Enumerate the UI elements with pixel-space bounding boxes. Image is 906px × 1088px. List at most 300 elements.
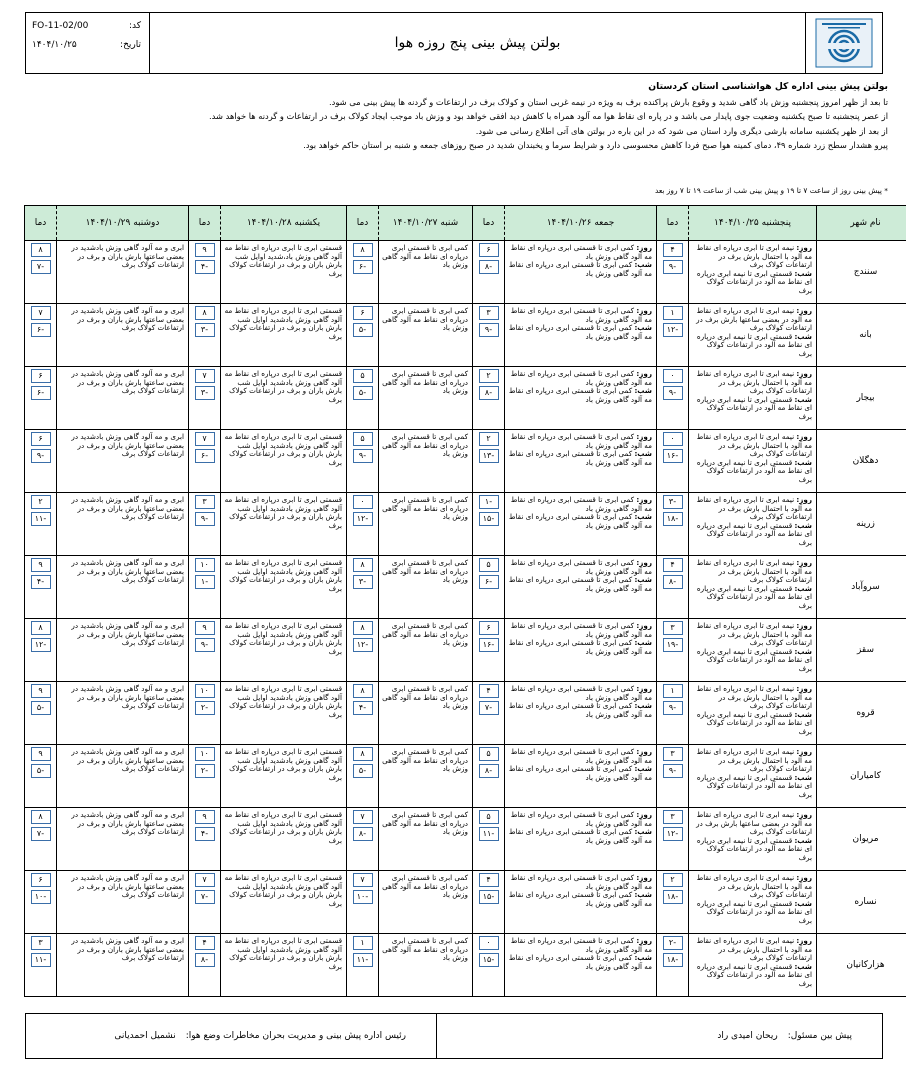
night-forecast: قسمتی ابری تا نیمه ابری درپاره ای نقاط مه آلود در ارتفاعات کولاک برف <box>696 457 812 484</box>
max-temperature: ۰ <box>479 936 499 950</box>
min-temperature: -۱۱ <box>31 512 51 526</box>
max-temperature: ۵ <box>479 747 499 761</box>
day-label: روز: <box>796 432 812 441</box>
min-temperature: -۷ <box>31 827 51 841</box>
day-label: روز: <box>796 747 812 756</box>
forecast-description <box>689 493 817 556</box>
table-row <box>25 745 906 808</box>
forecast-table <box>24 205 906 997</box>
day-label: روز: <box>636 936 652 945</box>
max-temperature: -۳ <box>663 495 683 509</box>
meteorology-logo-icon <box>814 17 874 69</box>
night-forecast: کمی ابری تا قسمتی ابری درپاره ای نقاط مه آلود گاهی وزش باد <box>508 386 652 404</box>
temperature-cell <box>189 493 221 556</box>
day-label: روز: <box>796 810 812 819</box>
day-forecast: کمی ابری تا قسمتی ابری درپاره ای نقاط مه آلود گاهی وزش باد <box>510 558 652 576</box>
temperature-cell <box>473 682 505 745</box>
temperature-cell <box>347 934 379 997</box>
day-forecast: ابری و مه آلود گاهی وزش بادشدید در بعضی ساعتها بارش باران و برف در ارتفاعات کولاک برف <box>71 936 184 962</box>
day-label: روز: <box>636 495 652 504</box>
day-label: روز: <box>796 558 812 567</box>
night-label: شب: <box>794 961 812 971</box>
forecast-description <box>221 619 347 682</box>
day-forecast: قسمتی ابری تا ابری درپاره ای نقاط مه آلود گاهی وزش بادشدید اوایل شب بارش باران و برف در ارتفاعات کولاک برف <box>224 747 342 782</box>
max-temperature: ۸ <box>353 621 373 635</box>
max-temperature: ۹ <box>31 558 51 572</box>
day-forecast: کمی ابری تا قسمتی ابری درپاره ای نقاط مه آلود گاهی وزش باد <box>510 873 652 891</box>
day-forecast: کمی ابری تا قسمتی ابری درپاره ای نقاط مه آلود گاهی وزش باد <box>382 621 468 647</box>
min-temperature: -۵ <box>353 323 373 337</box>
document-code-box <box>26 13 150 73</box>
day-forecast: کمی ابری تا قسمتی ابری درپاره ای نقاط مه آلود گاهی وزش باد <box>510 936 652 954</box>
forecast-description <box>689 304 817 367</box>
min-temperature: -۱۵ <box>479 512 499 526</box>
night-label: شب: <box>634 764 652 773</box>
forecast-description <box>57 304 189 367</box>
forecast-description <box>379 682 473 745</box>
table-row <box>25 682 906 745</box>
max-temperature: ۴ <box>479 873 499 887</box>
forecast-description <box>57 934 189 997</box>
city-name: سنندج <box>817 241 906 304</box>
bulletin-footer <box>25 1013 883 1059</box>
date-value: ۱۴۰۴/۱۰/۲۵ <box>32 40 77 50</box>
temperature-cell <box>189 934 221 997</box>
forecast-description <box>57 241 189 304</box>
day-forecast: نیمه ابری تا ابری درپاره ای نقاط مه آلود در بعضی ساعتها بارش برف در ارتفاعات کولاک برف <box>696 810 812 836</box>
min-temperature: -۹ <box>663 386 683 400</box>
city-name: سروآباد <box>817 556 906 619</box>
night-forecast: قسمتی ابری تا نیمه ابری درپاره ای نقاط مه آلود در ارتفاعات کولاک برف <box>696 835 812 862</box>
date-label: تاریخ: <box>120 40 141 50</box>
day-forecast: قسمتی ابری تا ابری درپاره ای نقاط مه آلود گاهی وزش بادشدید اوایل شب بارش باران و برف در ارتفاعات کولاک برف <box>224 621 342 656</box>
night-label: شب: <box>634 701 652 710</box>
forecast-description <box>689 619 817 682</box>
forecast-description <box>689 934 817 997</box>
forecast-description <box>221 430 347 493</box>
table-row <box>25 808 906 871</box>
city-name: بیجار <box>817 367 906 430</box>
max-temperature: ۹ <box>195 621 215 635</box>
temperature-cell <box>189 871 221 934</box>
day-label: روز: <box>796 306 812 315</box>
forecast-description <box>379 556 473 619</box>
max-temperature: ۱ <box>353 936 373 950</box>
day-forecast: کمی ابری تا قسمتی ابری درپاره ای نقاط مه آلود گاهی وزش باد <box>382 243 468 269</box>
min-temperature: -۹ <box>479 323 499 337</box>
max-temperature: ۱ <box>663 684 683 698</box>
temperature-cell <box>25 556 57 619</box>
forecast-description <box>57 493 189 556</box>
day-forecast: کمی ابری تا قسمتی ابری درپاره ای نقاط مه آلود گاهی وزش باد <box>382 495 468 521</box>
day-forecast: نیمه ابری تا ابری درپاره ای نقاط مه آلود با احتمال بارش برف در ارتفاعات کولاک برف <box>696 369 812 395</box>
day-forecast: نیمه ابری تا ابری درپاره ای نقاط مه آلود با احتمال بارش برف در ارتفاعات کولاک برف <box>696 621 812 647</box>
day-forecast: نیمه ابری تا ابری درپاره ای نقاط مه آلود در بعضی ساعتها بارش برف در ارتفاعات کولاک برف <box>696 306 812 332</box>
forecast-description <box>379 304 473 367</box>
min-temperature: -۸ <box>195 953 215 967</box>
max-temperature: ۹ <box>31 684 51 698</box>
day-forecast: قسمتی ابری تا ابری درپاره ای نقاط مه آلود گاهی وزش بادشدید اوایل شب بارش باران و برف در ارتفاعات کولاک برف <box>224 810 342 845</box>
temperature-cell <box>657 556 689 619</box>
forecast-description <box>221 493 347 556</box>
temperature-cell <box>189 556 221 619</box>
min-temperature: -۷ <box>31 260 51 274</box>
temperature-cell <box>25 871 57 934</box>
temperature-cell <box>473 556 505 619</box>
min-temperature: -۲ <box>195 701 215 715</box>
temperature-cell <box>25 367 57 430</box>
night-label: شب: <box>634 386 652 395</box>
table-row <box>25 934 906 997</box>
night-forecast: قسمتی ابری تا نیمه ابری درپاره ای نقاط مه آلود در ارتفاعات کولاک برف <box>696 646 812 673</box>
min-temperature: -۳ <box>353 575 373 589</box>
day-forecast: کمی ابری تا قسمتی ابری درپاره ای نقاط مه آلود گاهی وزش باد <box>510 306 652 324</box>
temperature-cell <box>347 304 379 367</box>
max-temperature: ۶ <box>31 432 51 446</box>
min-temperature: -۱۲ <box>353 512 373 526</box>
temp-header: دما <box>25 206 57 241</box>
temperature-cell <box>347 871 379 934</box>
city-name: هزارکانیان <box>817 934 906 997</box>
night-forecast: قسمتی ابری تا نیمه ابری درپاره ای نقاط مه آلود در ارتفاعات کولاک برف <box>696 394 812 421</box>
forecast-description <box>689 682 817 745</box>
max-temperature: ۱ <box>663 306 683 320</box>
max-temperature: ۱۰ <box>195 684 215 698</box>
day-forecast: قسمتی ابری تا ابری درپاره ای نقاط مه آلود گاهی وزش بادشدید اوایل شب بارش باران و برف در ارتفاعات کولاک برف <box>224 558 342 593</box>
day-forecast: قسمتی ابری تا ابری درپاره ای نقاط مه آلود گاهی وزش بادشدید اوایل شب بارش باران و برف در ارتفاعات کولاک برف <box>224 306 342 341</box>
temperature-cell <box>189 430 221 493</box>
night-forecast: قسمتی ابری تا نیمه ابری درپاره ای نقاط مه آلود در ارتفاعات کولاک برف <box>696 583 812 610</box>
intro-line: تا بعد از ظهر امروز پنجشنبه وزش باد گاهی شدید و وقوع بارش پراکنده برف به ویژه در نیمه غربی استان و کولاک برف در ارتفاعات و گردنه ها پیش بینی می شود. <box>329 96 888 107</box>
day-label: روز: <box>636 558 652 567</box>
day-forecast: ابری و مه آلود گاهی وزش بادشدید در بعضی ساعتها بارش باران و برف در ارتفاعات کولاک برف <box>71 306 184 332</box>
min-temperature: -۶ <box>353 260 373 274</box>
city-name: مریوان <box>817 808 906 871</box>
min-temperature: -۹ <box>663 764 683 778</box>
temperature-cell <box>347 682 379 745</box>
max-temperature: ۸ <box>353 747 373 761</box>
day-forecast: ابری و مه آلود گاهی وزش بادشدید در بعضی ساعتها بارش باران و برف در ارتفاعات کولاک برف <box>71 369 184 395</box>
forecast-time-note: * پیش بینی روز از ساعت ۷ تا ۱۹ و پیش بینی شب از ساعت ۱۹ تا ۷ روز بعد <box>654 186 888 195</box>
max-temperature: ۶ <box>31 369 51 383</box>
table-row <box>25 241 906 304</box>
min-temperature: -۸ <box>479 260 499 274</box>
day-label: روز: <box>636 243 652 252</box>
day-forecast: نیمه ابری تا ابری درپاره ای نقاط مه آلود با احتمال بارش برف در ارتفاعات کولاک برف <box>696 936 812 962</box>
temperature-cell <box>347 619 379 682</box>
min-temperature: -۱۸ <box>663 953 683 967</box>
max-temperature: ۵ <box>479 810 499 824</box>
min-temperature: -۹ <box>195 638 215 652</box>
min-temperature: -۱۰ <box>353 890 373 904</box>
day-forecast: نیمه ابری تا ابری درپاره ای نقاط مه آلود با احتمال بارش برف در ارتفاعات کولاک برف <box>696 495 812 521</box>
max-temperature: -۱ <box>479 495 499 509</box>
night-label: شب: <box>634 449 652 458</box>
forecast-description <box>379 934 473 997</box>
max-temperature: ۸ <box>31 621 51 635</box>
max-temperature: ۰ <box>663 369 683 383</box>
city-name: کامیاران <box>817 745 906 808</box>
day-forecast: ابری و مه آلود گاهی وزش بادشدید در بعضی ساعتها بارش باران و برف در ارتفاعات کولاک برف <box>71 243 184 269</box>
max-temperature: ۳ <box>195 495 215 509</box>
temperature-cell <box>189 808 221 871</box>
temperature-cell <box>189 619 221 682</box>
day-forecast: قسمتی ابری تا ابری درپاره ای نقاط مه آلود گاهی وزش بادشدید اوایل شب بارش باران و برف در ارتفاعات کولاک برف <box>224 936 342 971</box>
max-temperature: ۷ <box>353 873 373 887</box>
forecast-description <box>689 808 817 871</box>
forecast-description <box>379 241 473 304</box>
department-head-cell <box>26 1014 436 1058</box>
bulletin-title: بولتن پیش بینی پنج روزه هوا <box>394 35 561 51</box>
temperature-cell <box>657 241 689 304</box>
temperature-cell <box>473 934 505 997</box>
min-temperature: -۱ <box>195 575 215 589</box>
table-header-row <box>25 206 906 241</box>
min-temperature: -۵ <box>31 764 51 778</box>
night-forecast: کمی ابری تا قسمتی ابری درپاره ای نقاط مه آلود گاهی وزش باد <box>508 953 652 971</box>
night-forecast: قسمتی ابری تا نیمه ابری درپاره ای نقاط مه آلود در ارتفاعات کولاک برف <box>696 520 812 547</box>
night-label: شب: <box>794 394 812 404</box>
night-label: شب: <box>794 520 812 530</box>
min-temperature: -۱۸ <box>663 890 683 904</box>
max-temperature: ۵ <box>479 558 499 572</box>
table-row <box>25 493 906 556</box>
day-forecast: قسمتی ابری تا ابری درپاره ای نقاط مه آلود گاهی وزش بادشدید اوایل شب بارش باران و برف در ارتفاعات کولاک برف <box>224 369 342 404</box>
day-forecast: قسمتی ابری تا ابری درپاره ای نقاط مه آلود گاهی وزش باد،شدید اوایل شب بارش باران و برف در ارتفاعات کولاک برف <box>224 243 342 278</box>
max-temperature: ۸ <box>353 243 373 257</box>
forecast-description <box>221 871 347 934</box>
temperature-cell <box>25 241 57 304</box>
forecaster-name: ریحان امیدی راد <box>717 1031 778 1041</box>
day-label: روز: <box>636 747 652 756</box>
forecast-description <box>505 304 657 367</box>
min-temperature: -۶ <box>195 449 215 463</box>
temperature-cell <box>473 241 505 304</box>
day-forecast: نیمه ابری تا ابری درپاره ای نقاط مه آلود با احتمال بارش برف در ارتفاعات کولاک برف <box>696 243 812 269</box>
day-forecast: کمی ابری تا قسمتی ابری درپاره ای نقاط مه آلود گاهی وزش باد <box>510 747 652 765</box>
forecast-description <box>505 619 657 682</box>
min-temperature: -۱۸ <box>663 512 683 526</box>
day-forecast: کمی ابری تا قسمتی ابری درپاره ای نقاط مه آلود گاهی وزش باد <box>382 810 468 836</box>
temp-header: دما <box>189 206 221 241</box>
night-label: شب: <box>794 709 812 719</box>
max-temperature: ۶ <box>479 621 499 635</box>
night-label: شب: <box>794 268 812 278</box>
day-header: دوشنبه ۱۴۰۴/۱۰/۲۹ <box>57 206 189 241</box>
intro-heading: بولتن پیش بینی اداره کل هواشناسی استان کردستان <box>648 81 888 92</box>
max-temperature: -۲ <box>663 936 683 950</box>
forecast-table-body <box>25 241 906 997</box>
min-temperature: -۸ <box>479 386 499 400</box>
city-name: دهگلان <box>817 430 906 493</box>
city-name: زرینه <box>817 493 906 556</box>
code-value: FO-11-02/00 <box>32 21 89 31</box>
min-temperature: -۱۶ <box>663 449 683 463</box>
forecast-description <box>505 556 657 619</box>
forecast-description <box>689 871 817 934</box>
temperature-cell <box>473 808 505 871</box>
temperature-cell <box>189 241 221 304</box>
night-label: شب: <box>794 898 812 908</box>
max-temperature: ۳ <box>479 306 499 320</box>
min-temperature: -۹ <box>663 260 683 274</box>
day-forecast: کمی ابری تا قسمتی ابری درپاره ای نقاط مه آلود گاهی وزش باد <box>510 495 652 513</box>
max-temperature: ۸ <box>31 810 51 824</box>
max-temperature: ۵ <box>353 432 373 446</box>
forecast-description <box>57 808 189 871</box>
night-label: شب: <box>794 583 812 593</box>
min-temperature: -۱۱ <box>31 953 51 967</box>
temperature-cell <box>25 304 57 367</box>
night-label: شب: <box>634 638 652 647</box>
table-row <box>25 871 906 934</box>
bulletin-header <box>25 12 883 74</box>
max-temperature: ۹ <box>195 810 215 824</box>
forecast-description <box>505 430 657 493</box>
max-temperature: ۸ <box>195 306 215 320</box>
department-head-label: رئیس اداره پیش بینی و مدیریت بحران مخاطرات وضع هوا: <box>185 1031 406 1041</box>
day-label: روز: <box>796 684 812 693</box>
temp-header: دما <box>473 206 505 241</box>
city-name: قروه <box>817 682 906 745</box>
max-temperature: ۸ <box>353 684 373 698</box>
table-row <box>25 367 906 430</box>
min-temperature: -۴ <box>31 575 51 589</box>
forecast-description <box>689 556 817 619</box>
max-temperature: ۶ <box>353 306 373 320</box>
temperature-cell <box>347 556 379 619</box>
temperature-cell <box>189 367 221 430</box>
min-temperature: -۳ <box>195 386 215 400</box>
min-temperature: -۵ <box>353 764 373 778</box>
forecast-description <box>379 619 473 682</box>
forecast-description <box>221 808 347 871</box>
min-temperature: -۶ <box>31 386 51 400</box>
temperature-cell <box>25 430 57 493</box>
night-label: شب: <box>634 890 652 899</box>
day-forecast: کمی ابری تا قسمتی ابری درپاره ای نقاط مه آلود گاهی وزش باد <box>510 243 652 261</box>
forecast-description <box>221 934 347 997</box>
min-temperature: -۱۳ <box>479 449 499 463</box>
day-forecast: ابری و مه آلود گاهی وزش بادشدید در بعضی ساعتها بارش باران و برف در ارتفاعات کولاک برف <box>71 432 184 458</box>
max-temperature: ۵ <box>353 369 373 383</box>
day-label: روز: <box>796 243 812 252</box>
temperature-cell <box>25 745 57 808</box>
temperature-cell <box>189 745 221 808</box>
forecast-description <box>57 745 189 808</box>
day-forecast: ابری و مه آلود گاهی وزش بادشدید در بعضی ساعتها بارش باران و برف در ارتفاعات کولاک برف <box>71 873 184 899</box>
min-temperature: -۵ <box>353 386 373 400</box>
day-label: روز: <box>796 621 812 630</box>
table-row <box>25 304 906 367</box>
temperature-cell <box>25 493 57 556</box>
day-label: روز: <box>636 810 652 819</box>
temperature-cell <box>473 619 505 682</box>
temperature-cell <box>473 367 505 430</box>
day-forecast: ابری و مه آلود گاهی وزش بادشدید در بعضی ساعتها بارش باران و برف در ارتفاعات کولاک برف <box>71 684 184 710</box>
night-label: شب: <box>794 646 812 656</box>
temperature-cell <box>657 619 689 682</box>
temperature-cell <box>189 304 221 367</box>
forecast-description <box>505 241 657 304</box>
day-forecast: کمی ابری تا قسمتی ابری درپاره ای نقاط مه آلود گاهی وزش باد <box>382 369 468 395</box>
night-forecast: کمی ابری تا قسمتی ابری درپاره ای نقاط مه آلود گاهی وزش باد <box>508 260 652 278</box>
intro-line: از بعد از ظهر یکشنبه سامانه بارشی دیگری وارد استان می شود که در این باره در بولتن های آتی اطلاع رسانی می شود. <box>475 125 888 136</box>
min-temperature: -۹ <box>31 449 51 463</box>
forecast-description <box>505 934 657 997</box>
temperature-cell <box>657 808 689 871</box>
max-temperature: ۲ <box>663 873 683 887</box>
day-forecast: ابری و مه آلود گاهی وزش بادشدید در بعضی ساعتها بارش باران و برف در ارتفاعات کولاک برف <box>71 495 184 521</box>
temperature-cell <box>25 682 57 745</box>
day-label: روز: <box>636 306 652 315</box>
min-temperature: -۹ <box>195 512 215 526</box>
day-label: روز: <box>796 873 812 882</box>
temperature-cell <box>657 871 689 934</box>
forecaster-label: پیش بین مسئول: <box>787 1031 852 1041</box>
city-name: سقز <box>817 619 906 682</box>
day-forecast: کمی ابری تا قسمتی ابری درپاره ای نقاط مه آلود گاهی وزش باد <box>382 558 468 584</box>
max-temperature: ۲ <box>31 495 51 509</box>
temperature-cell <box>473 871 505 934</box>
forecast-description <box>379 871 473 934</box>
day-forecast: نیمه ابری تا ابری درپاره ای نقاط مه آلود با احتمال بارش برف در ارتفاعات کولاک برف <box>696 747 812 773</box>
min-temperature: -۱۹ <box>663 638 683 652</box>
forecast-description <box>505 682 657 745</box>
forecast-description <box>221 556 347 619</box>
day-forecast: قسمتی ابری تا ابری درپاره ای نقاط مه آلود گاهی وزش بادشدید اوایل شب بارش باران و برف در ارتفاعات کولاک برف <box>224 873 342 908</box>
min-temperature: -۴ <box>195 827 215 841</box>
max-temperature: ۳ <box>663 810 683 824</box>
min-temperature: -۱۲ <box>663 323 683 337</box>
temperature-cell <box>657 493 689 556</box>
max-temperature: ۰ <box>353 495 373 509</box>
day-label: روز: <box>636 432 652 441</box>
temperature-cell <box>657 682 689 745</box>
max-temperature: ۹ <box>31 747 51 761</box>
min-temperature: -۱۵ <box>479 953 499 967</box>
night-forecast: کمی ابری تا قسمتی ابری درپاره ای نقاط مه آلود گاهی وزش باد <box>508 890 652 908</box>
temperature-cell <box>347 241 379 304</box>
forecast-description <box>505 871 657 934</box>
min-temperature: -۱۲ <box>663 827 683 841</box>
forecast-description <box>379 367 473 430</box>
temperature-cell <box>347 493 379 556</box>
table-row <box>25 556 906 619</box>
max-temperature: ۷ <box>195 369 215 383</box>
min-temperature: -۴ <box>353 701 373 715</box>
night-label: شب: <box>634 827 652 836</box>
day-forecast: کمی ابری تا قسمتی ابری درپاره ای نقاط مه آلود گاهی وزش باد <box>382 684 468 710</box>
min-temperature: -۱۲ <box>31 638 51 652</box>
day-forecast: کمی ابری تا قسمتی ابری درپاره ای نقاط مه آلود گاهی وزش باد <box>382 747 468 773</box>
forecast-description <box>505 745 657 808</box>
temperature-cell <box>347 808 379 871</box>
day-forecast: نیمه ابری تا ابری درپاره ای نقاط مه آلود با احتمال بارش برف در ارتفاعات کولاک برف <box>696 684 812 710</box>
temperature-cell <box>347 367 379 430</box>
day-forecast: کمی ابری تا قسمتی ابری درپاره ای نقاط مه آلود گاهی وزش باد <box>382 873 468 899</box>
min-temperature: -۵ <box>31 701 51 715</box>
day-forecast: کمی ابری تا قسمتی ابری درپاره ای نقاط مه آلود گاهی وزش باد <box>510 369 652 387</box>
intro-line: از عصر پنجشنبه تا صبح یکشنبه وضعیت جوی پایدار می باشد و در پاره ای نقاط هوا مه آلود همراه با کاهش دید افقی خواهد بود و وزش باد موجب ایجاد کولاک برف در ارتفاعات و گردنه ها خواهد شد. <box>209 111 888 121</box>
temperature-cell <box>347 430 379 493</box>
temp-header: دما <box>347 206 379 241</box>
day-forecast: نیمه ابری تا ابری درپاره ای نقاط مه آلود با احتمال بارش برف در ارتفاعات کولاک برف <box>696 873 812 899</box>
min-temperature: -۱۰ <box>31 890 51 904</box>
night-label: شب: <box>634 575 652 584</box>
temperature-cell <box>473 304 505 367</box>
day-header: یکشنبه ۱۴۰۴/۱۰/۲۸ <box>221 206 347 241</box>
